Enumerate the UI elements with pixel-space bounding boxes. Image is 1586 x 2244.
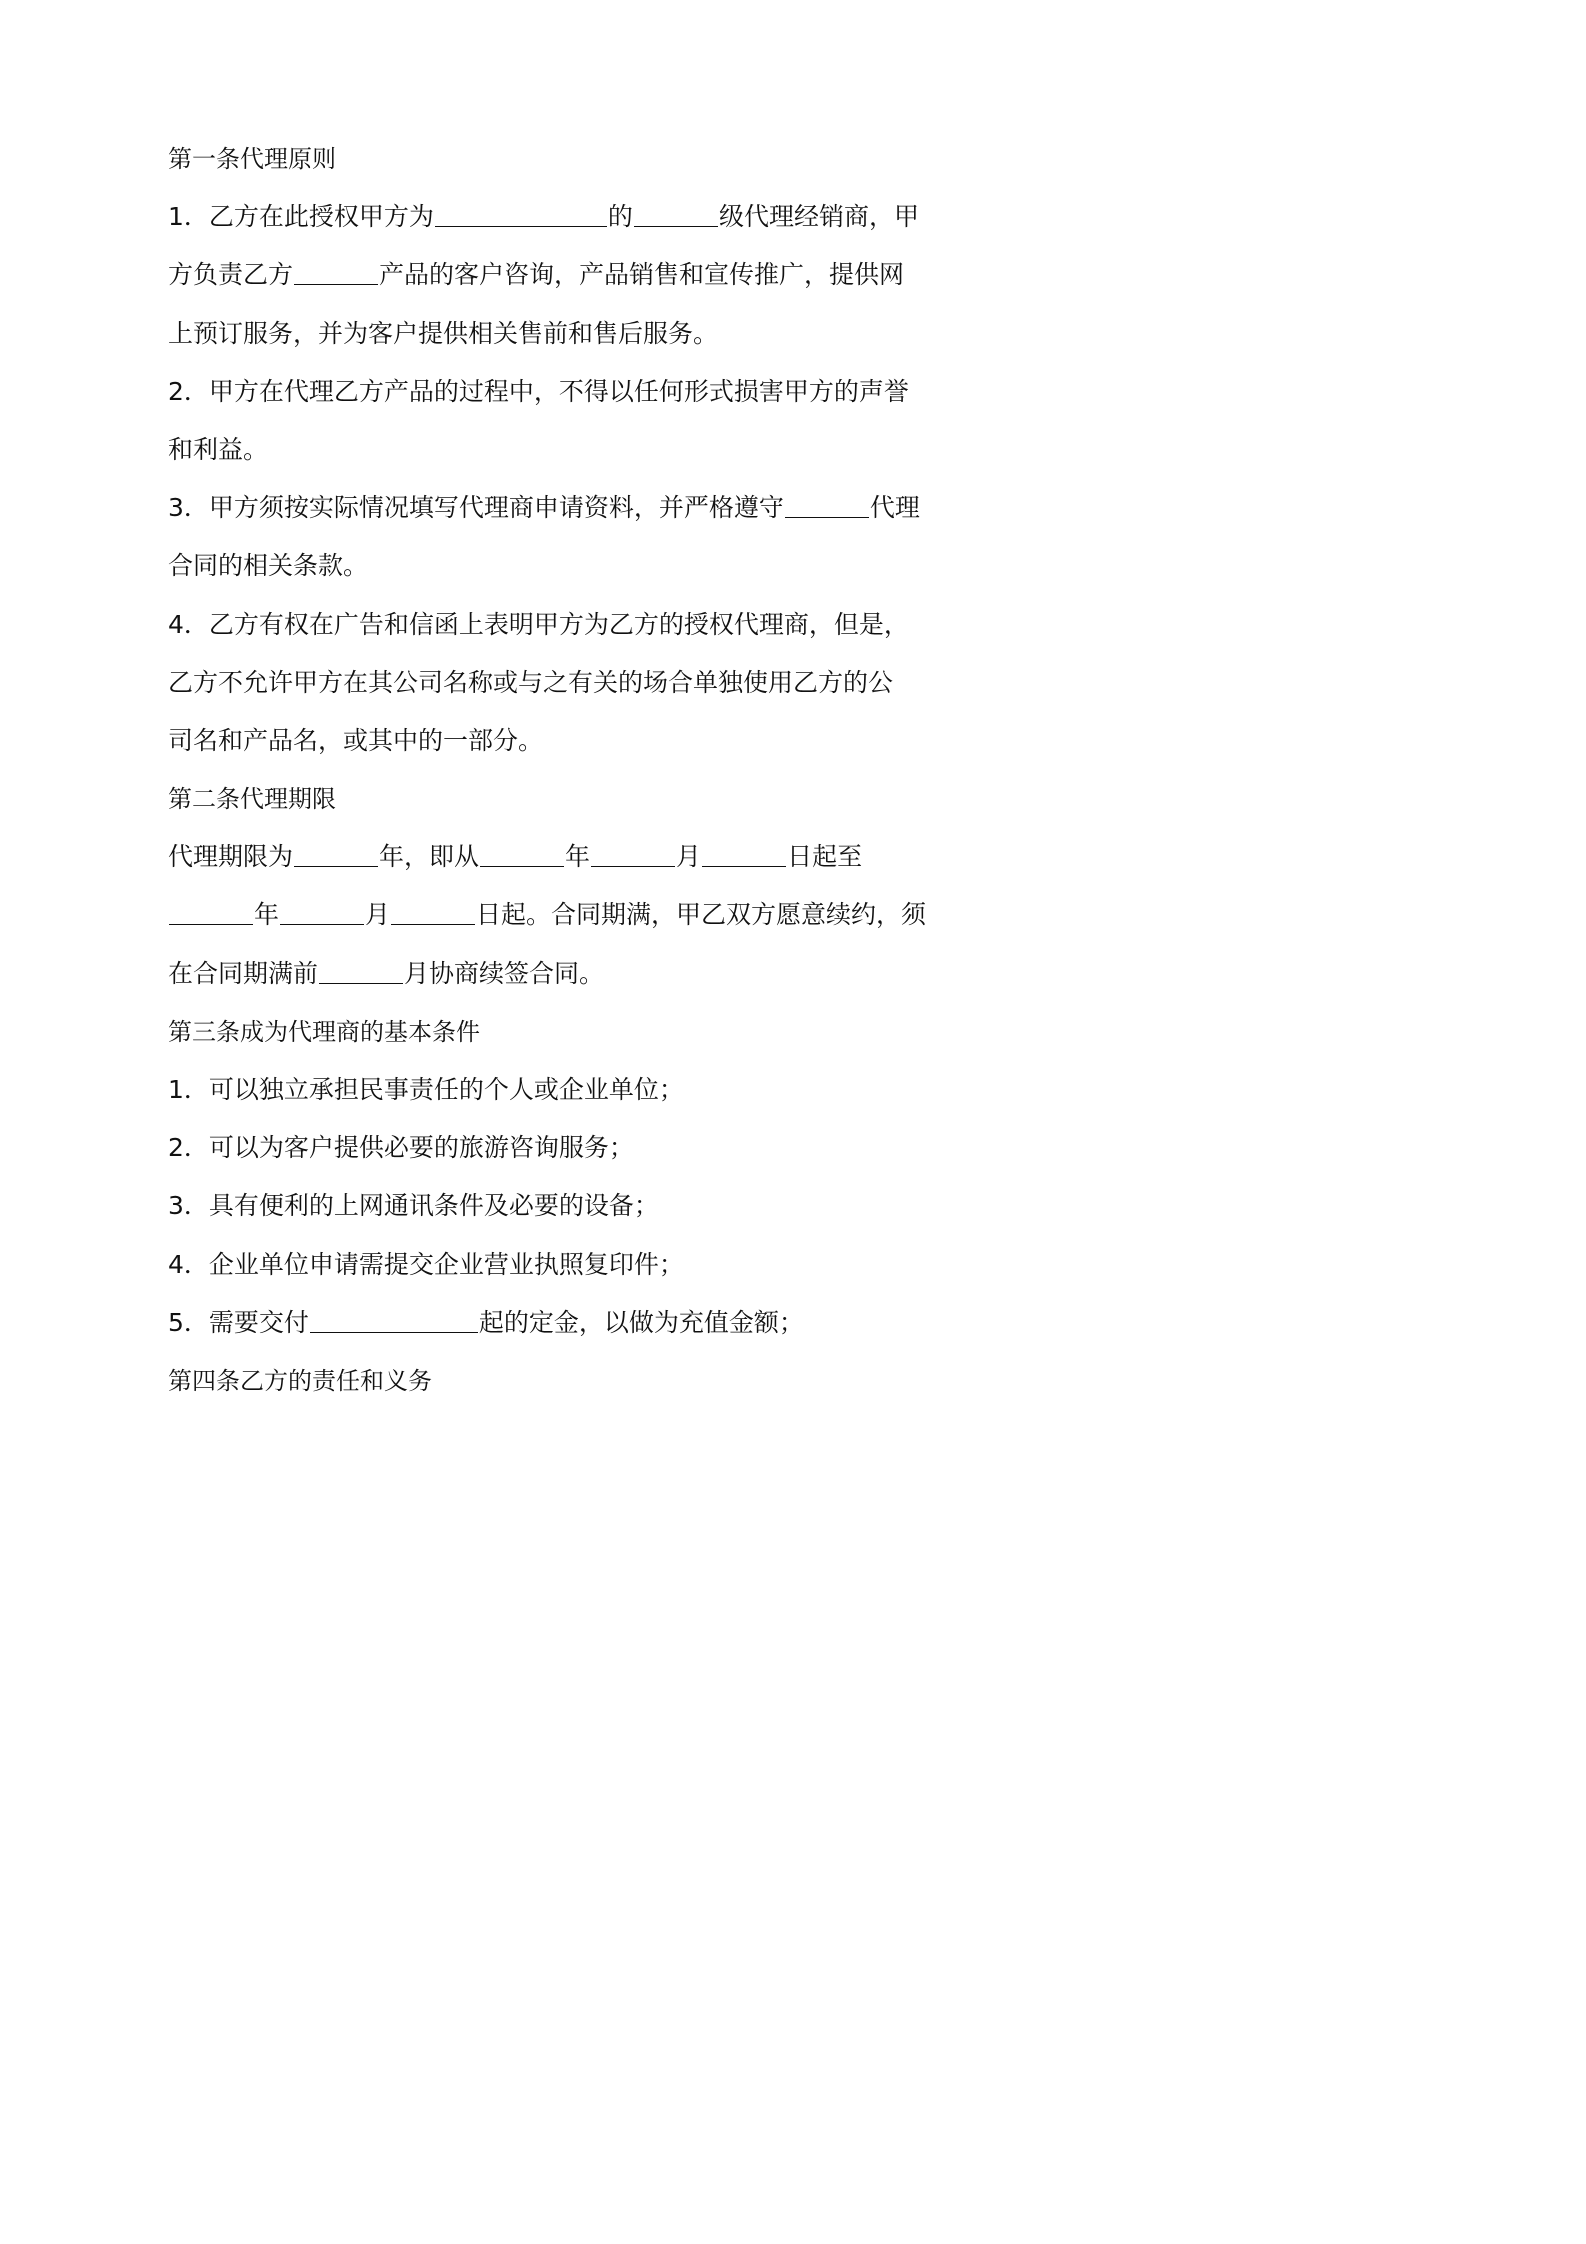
article-1-clause-4-line-3: 司名和产品名，或其中的一部分。 xyxy=(168,725,544,755)
blank-field xyxy=(702,841,786,867)
blank-field xyxy=(480,841,564,867)
text-segment: 年，即从 xyxy=(379,842,480,872)
text-segment: 起的定金，以做为充值金额； xyxy=(478,1307,804,1337)
article-2-line-3 xyxy=(168,945,944,1003)
text-segment: 代理期限为 xyxy=(168,842,294,872)
document-page xyxy=(0,0,1103,1563)
article-1-clause-2-line-2: 和利益。 xyxy=(168,434,269,464)
article-1-clause-3-line-2: 合同的相关条款。 xyxy=(168,551,369,581)
blank-field xyxy=(591,841,675,867)
text-segment: 3．甲方须按实际情况填写代理商申请资料，并严格遵守 xyxy=(168,493,784,523)
article-3-item-2: 2．可以为客户提供必要的旅游咨询服务； xyxy=(168,1133,634,1163)
blank-field xyxy=(294,841,378,867)
text-segment: 5．需要交付 xyxy=(168,1307,309,1337)
text-segment: 1．乙方在此授权甲方为 xyxy=(168,202,434,232)
article-1-clause-1-line-2 xyxy=(168,246,944,304)
article-1-clause-4-line-2: 乙方不允许甲方在其公司名称或与之有关的场合单独使用乙方的公 xyxy=(168,667,894,697)
blank-field xyxy=(319,958,403,984)
article-1-title: 第一条代理原则 xyxy=(168,145,336,173)
article-3-item-1: 1．可以独立承担民事责任的个人或企业单位； xyxy=(168,1075,684,1104)
blank-field xyxy=(435,201,607,227)
text-segment: 年 xyxy=(565,842,591,872)
text-segment: 方负责乙方 xyxy=(168,260,294,290)
text-segment: 代理 xyxy=(869,493,920,523)
article-3-item-5 xyxy=(168,1294,944,1352)
text-segment: 产品的客户咨询，产品销售和宣传推广，提供网 xyxy=(379,260,905,290)
article-1-clause-3-line-1 xyxy=(168,479,944,537)
blank-field xyxy=(169,899,253,925)
blank-field xyxy=(310,1307,478,1333)
article-4-title: 第四条乙方的责任和义务 xyxy=(168,1366,432,1395)
text-segment: 级代理经销商，甲 xyxy=(718,202,919,232)
blank-field xyxy=(280,899,364,925)
text-segment: 在合同期满前 xyxy=(168,958,319,988)
contract-body xyxy=(168,130,944,1410)
blank-field xyxy=(634,201,718,227)
article-2-line-2 xyxy=(168,886,944,944)
blank-field xyxy=(785,492,869,518)
text-segment: 月 xyxy=(676,842,702,872)
article-1-clause-2-line-1: 2．甲方在代理乙方产品的过程中，不得以任何形式损害甲方的声誉 xyxy=(168,376,909,406)
article-3-title: 第三条成为代理商的基本条件 xyxy=(168,1017,480,1046)
article-2-line-1 xyxy=(168,828,944,886)
blank-field xyxy=(294,259,378,285)
text-segment: 日起。合同期满，甲乙双方愿意续约，须 xyxy=(476,900,927,930)
blank-field xyxy=(391,899,475,925)
article-1-clause-4-line-1: 4．乙方有权在广告和信函上表明甲方为乙方的授权代理商，但是， xyxy=(168,609,909,639)
text-segment: 日起至 xyxy=(787,842,863,872)
text-segment: 年 xyxy=(254,900,280,930)
article-3-item-4: 4．企业单位申请需提交企业营业执照复印件； xyxy=(168,1249,684,1279)
article-3-item-3: 3．具有便利的上网通讯条件及必要的设备； xyxy=(168,1191,659,1221)
text-segment: 的 xyxy=(607,202,633,232)
article-1-clause-1-line-1 xyxy=(168,188,944,246)
text-segment: 月协商续签合同。 xyxy=(404,958,605,988)
text-segment: 月 xyxy=(365,900,391,930)
article-2-title: 第二条代理期限 xyxy=(168,785,336,814)
article-1-clause-1-line-3: 上预订服务，并为客户提供相关售前和售后服务。 xyxy=(168,318,719,348)
